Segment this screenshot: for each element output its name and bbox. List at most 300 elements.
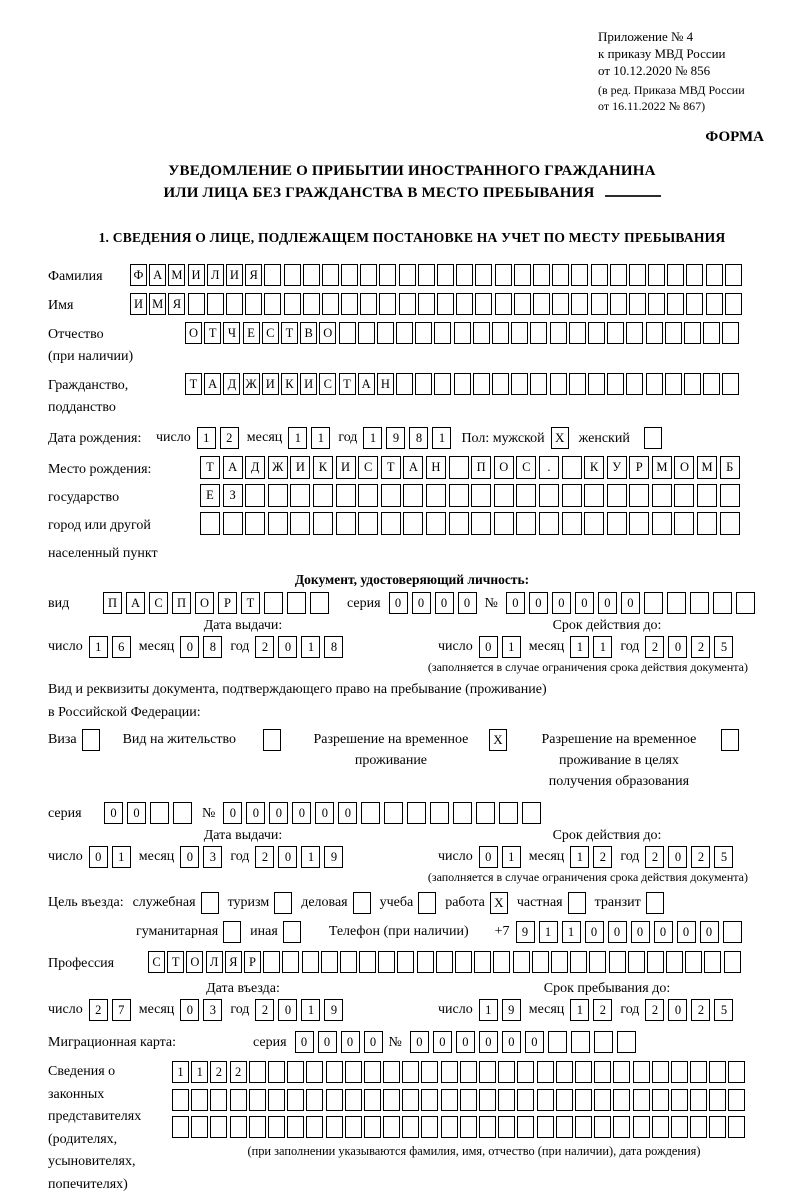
char-cell[interactable]: М (652, 456, 672, 479)
char-cell[interactable]: О (195, 592, 214, 614)
char-cell[interactable]: 1 (502, 636, 521, 658)
char-cell[interactable]: 0 (278, 999, 297, 1021)
char-cell[interactable] (268, 1089, 285, 1111)
char-cell[interactable] (610, 293, 627, 315)
char-cell[interactable]: 2 (593, 999, 612, 1021)
char-cell[interactable] (498, 1061, 515, 1083)
char-cell[interactable]: 2 (645, 846, 664, 868)
char-cell[interactable]: 0 (127, 802, 146, 824)
char-cell[interactable]: Ж (268, 456, 288, 479)
char-cell[interactable]: 0 (180, 636, 199, 658)
char-cell[interactable]: 0 (435, 592, 454, 614)
char-cell[interactable] (421, 1116, 438, 1138)
char-cell[interactable] (652, 1116, 669, 1138)
char-cell[interactable] (287, 1089, 304, 1111)
char-cell[interactable] (436, 951, 453, 973)
char-cell[interactable] (326, 1116, 343, 1138)
char-cell[interactable] (341, 264, 358, 286)
char-cell[interactable]: 9 (324, 999, 343, 1021)
char-cell[interactable] (379, 293, 396, 315)
char-cell[interactable] (613, 1116, 630, 1138)
char-cell[interactable] (454, 322, 471, 344)
char-cell[interactable] (306, 1089, 323, 1111)
char-cell[interactable] (456, 293, 473, 315)
char-cell[interactable]: 0 (295, 1031, 314, 1053)
char-cell[interactable] (310, 592, 329, 614)
char-cell[interactable] (648, 264, 665, 286)
char-cell[interactable] (449, 456, 469, 479)
char-cell[interactable] (345, 1061, 362, 1083)
char-cell[interactable] (532, 951, 549, 973)
char-cell[interactable]: 0 (668, 846, 687, 868)
char-cell[interactable]: 0 (479, 636, 498, 658)
temp-residence-edu-checkbox[interactable] (721, 729, 739, 751)
char-cell[interactable] (728, 1089, 745, 1111)
char-cell[interactable] (384, 802, 403, 824)
char-cell[interactable] (421, 1089, 438, 1111)
char-cell[interactable]: 0 (458, 592, 477, 614)
char-cell[interactable] (245, 484, 265, 507)
char-cell[interactable] (399, 264, 416, 286)
char-cell[interactable] (569, 373, 586, 395)
char-cell[interactable] (150, 802, 169, 824)
char-cell[interactable] (609, 951, 626, 973)
char-cell[interactable] (479, 1089, 496, 1111)
char-cell[interactable] (361, 802, 380, 824)
char-cell[interactable] (607, 322, 624, 344)
char-cell[interactable] (473, 322, 490, 344)
char-cell[interactable]: 0 (338, 802, 357, 824)
char-cell[interactable] (690, 1116, 707, 1138)
char-cell[interactable]: Т (381, 456, 401, 479)
char-cell[interactable] (263, 951, 280, 973)
char-cell[interactable]: 0 (456, 1031, 475, 1053)
char-cell[interactable]: 9 (324, 846, 343, 868)
char-cell[interactable] (249, 1061, 266, 1083)
char-cell[interactable] (476, 802, 495, 824)
char-cell[interactable] (383, 1061, 400, 1083)
char-cell[interactable] (517, 1061, 534, 1083)
char-cell[interactable]: 0 (89, 846, 108, 868)
char-cell[interactable] (402, 1089, 419, 1111)
purpose-study-checkbox[interactable] (418, 892, 436, 914)
char-cell[interactable] (728, 1061, 745, 1083)
visa-checkbox[interactable] (82, 729, 100, 751)
char-cell[interactable] (339, 322, 356, 344)
char-cell[interactable] (378, 951, 395, 973)
char-cell[interactable] (644, 592, 663, 614)
char-cell[interactable] (287, 1061, 304, 1083)
char-cell[interactable] (471, 512, 491, 535)
char-cell[interactable] (647, 951, 664, 973)
char-cell[interactable]: 0 (585, 921, 604, 943)
char-cell[interactable] (723, 921, 742, 943)
char-cell[interactable] (584, 512, 604, 535)
char-cell[interactable] (629, 484, 649, 507)
char-cell[interactable]: 1 (570, 846, 589, 868)
char-cell[interactable] (360, 293, 377, 315)
char-cell[interactable]: 9 (502, 999, 521, 1021)
char-cell[interactable]: 0 (433, 1031, 452, 1053)
char-cell[interactable] (706, 293, 723, 315)
char-cell[interactable]: Д (223, 373, 240, 395)
char-cell[interactable] (437, 264, 454, 286)
char-cell[interactable] (594, 1089, 611, 1111)
char-cell[interactable]: П (103, 592, 122, 614)
char-cell[interactable] (455, 951, 472, 973)
char-cell[interactable] (571, 1031, 590, 1053)
char-cell[interactable] (418, 264, 435, 286)
char-cell[interactable]: 0 (104, 802, 123, 824)
char-cell[interactable] (210, 1089, 227, 1111)
char-cell[interactable]: 0 (479, 1031, 498, 1053)
char-cell[interactable] (591, 264, 608, 286)
char-cell[interactable] (191, 1116, 208, 1138)
char-cell[interactable]: 2 (691, 846, 710, 868)
char-cell[interactable] (268, 512, 288, 535)
char-cell[interactable] (594, 1116, 611, 1138)
char-cell[interactable]: 1 (311, 427, 330, 449)
char-cell[interactable]: А (204, 373, 221, 395)
char-cell[interactable]: 2 (645, 636, 664, 658)
female-checkbox[interactable] (644, 427, 662, 449)
char-cell[interactable] (548, 1031, 567, 1053)
char-cell[interactable]: И (290, 456, 310, 479)
char-cell[interactable]: С (358, 456, 378, 479)
char-cell[interactable]: 2 (645, 999, 664, 1021)
char-cell[interactable] (245, 512, 265, 535)
char-cell[interactable]: Р (244, 951, 261, 973)
char-cell[interactable] (495, 264, 512, 286)
char-cell[interactable]: Л (206, 951, 223, 973)
char-cell[interactable]: Т (200, 456, 220, 479)
char-cell[interactable]: Т (339, 373, 356, 395)
char-cell[interactable] (684, 322, 701, 344)
char-cell[interactable] (628, 951, 645, 973)
char-cell[interactable] (607, 373, 624, 395)
char-cell[interactable]: 2 (593, 846, 612, 868)
char-cell[interactable]: И (336, 456, 356, 479)
char-cell[interactable]: 0 (621, 592, 640, 614)
char-cell[interactable] (287, 592, 306, 614)
char-cell[interactable] (441, 1061, 458, 1083)
char-cell[interactable] (652, 512, 672, 535)
char-cell[interactable] (516, 484, 536, 507)
char-cell[interactable] (499, 802, 518, 824)
char-cell[interactable]: У (607, 456, 627, 479)
char-cell[interactable]: А (126, 592, 145, 614)
char-cell[interactable]: 0 (269, 802, 288, 824)
char-cell[interactable] (418, 293, 435, 315)
char-cell[interactable] (226, 293, 243, 315)
char-cell[interactable] (511, 322, 528, 344)
char-cell[interactable] (377, 322, 394, 344)
char-cell[interactable] (358, 512, 378, 535)
char-cell[interactable] (575, 1061, 592, 1083)
char-cell[interactable]: А (149, 264, 166, 286)
char-cell[interactable]: 0 (389, 592, 408, 614)
char-cell[interactable] (493, 951, 510, 973)
char-cell[interactable] (321, 951, 338, 973)
char-cell[interactable] (539, 484, 559, 507)
char-cell[interactable] (479, 1061, 496, 1083)
char-cell[interactable]: И (226, 264, 243, 286)
char-cell[interactable]: И (188, 264, 205, 286)
char-cell[interactable]: 2 (255, 846, 274, 868)
char-cell[interactable] (652, 1089, 669, 1111)
char-cell[interactable]: 2 (691, 636, 710, 658)
char-cell[interactable] (706, 264, 723, 286)
char-cell[interactable]: И (300, 373, 317, 395)
char-cell[interactable]: 8 (324, 636, 343, 658)
char-cell[interactable] (522, 802, 541, 824)
char-cell[interactable] (671, 1116, 688, 1138)
char-cell[interactable]: 1 (288, 427, 307, 449)
char-cell[interactable]: С (319, 373, 336, 395)
char-cell[interactable]: 1 (432, 427, 451, 449)
char-cell[interactable]: 0 (502, 1031, 521, 1053)
char-cell[interactable] (383, 1089, 400, 1111)
char-cell[interactable] (264, 264, 281, 286)
char-cell[interactable] (671, 1089, 688, 1111)
char-cell[interactable] (629, 512, 649, 535)
char-cell[interactable] (562, 512, 582, 535)
char-cell[interactable] (322, 264, 339, 286)
char-cell[interactable]: 0 (677, 921, 696, 943)
residence-permit-checkbox[interactable] (263, 729, 281, 751)
char-cell[interactable] (403, 512, 423, 535)
char-cell[interactable]: 2 (691, 999, 710, 1021)
char-cell[interactable] (709, 1061, 726, 1083)
char-cell[interactable] (364, 1061, 381, 1083)
char-cell[interactable]: 2 (210, 1061, 227, 1083)
char-cell[interactable]: 0 (278, 846, 297, 868)
char-cell[interactable] (268, 484, 288, 507)
char-cell[interactable] (495, 293, 512, 315)
char-cell[interactable] (720, 484, 740, 507)
char-cell[interactable] (290, 512, 310, 535)
char-cell[interactable] (552, 293, 569, 315)
char-cell[interactable] (594, 1061, 611, 1083)
char-cell[interactable] (402, 1061, 419, 1083)
char-cell[interactable] (725, 293, 742, 315)
char-cell[interactable] (513, 951, 530, 973)
char-cell[interactable] (426, 512, 446, 535)
char-cell[interactable]: Р (629, 456, 649, 479)
char-cell[interactable]: 0 (315, 802, 334, 824)
char-cell[interactable]: П (172, 592, 191, 614)
purpose-business-checkbox[interactable] (353, 892, 371, 914)
char-cell[interactable] (556, 1116, 573, 1138)
char-cell[interactable] (358, 484, 378, 507)
purpose-other-checkbox[interactable] (283, 921, 301, 943)
char-cell[interactable] (460, 1116, 477, 1138)
char-cell[interactable]: 0 (598, 592, 617, 614)
char-cell[interactable] (633, 1116, 650, 1138)
char-cell[interactable] (303, 293, 320, 315)
char-cell[interactable] (460, 1061, 477, 1083)
char-cell[interactable] (474, 951, 491, 973)
char-cell[interactable] (326, 1089, 343, 1111)
char-cell[interactable]: 0 (278, 636, 297, 658)
char-cell[interactable] (383, 1116, 400, 1138)
char-cell[interactable]: 0 (506, 592, 525, 614)
char-cell[interactable] (284, 293, 301, 315)
purpose-private-checkbox[interactable] (568, 892, 586, 914)
char-cell[interactable]: 2 (89, 999, 108, 1021)
purpose-humanitarian-checkbox[interactable] (223, 921, 241, 943)
char-cell[interactable]: Ч (223, 322, 240, 344)
char-cell[interactable]: 1 (502, 846, 521, 868)
char-cell[interactable] (722, 373, 739, 395)
char-cell[interactable] (575, 1116, 592, 1138)
char-cell[interactable]: К (584, 456, 604, 479)
char-cell[interactable]: 0 (412, 592, 431, 614)
char-cell[interactable] (359, 951, 376, 973)
char-cell[interactable]: 0 (575, 592, 594, 614)
char-cell[interactable]: 1 (89, 636, 108, 658)
char-cell[interactable] (633, 1061, 650, 1083)
char-cell[interactable] (191, 1089, 208, 1111)
char-cell[interactable] (282, 951, 299, 973)
char-cell[interactable]: 2 (220, 427, 239, 449)
char-cell[interactable]: 1 (191, 1061, 208, 1083)
char-cell[interactable] (471, 484, 491, 507)
char-cell[interactable] (562, 484, 582, 507)
char-cell[interactable]: 5 (714, 999, 733, 1021)
char-cell[interactable] (245, 293, 262, 315)
char-cell[interactable]: 1 (562, 921, 581, 943)
char-cell[interactable]: Ж (243, 373, 260, 395)
char-cell[interactable] (665, 373, 682, 395)
char-cell[interactable]: Р (218, 592, 237, 614)
char-cell[interactable]: Н (377, 373, 394, 395)
char-cell[interactable] (613, 1089, 630, 1111)
char-cell[interactable] (720, 512, 740, 535)
char-cell[interactable] (725, 264, 742, 286)
char-cell[interactable] (230, 1089, 247, 1111)
char-cell[interactable]: 9 (386, 427, 405, 449)
char-cell[interactable] (704, 951, 721, 973)
char-cell[interactable]: В (300, 322, 317, 344)
char-cell[interactable] (284, 264, 301, 286)
char-cell[interactable]: М (697, 456, 717, 479)
char-cell[interactable]: 0 (608, 921, 627, 943)
char-cell[interactable] (415, 322, 432, 344)
char-cell[interactable] (629, 264, 646, 286)
char-cell[interactable]: 1 (301, 999, 320, 1021)
char-cell[interactable]: М (149, 293, 166, 315)
char-cell[interactable] (402, 1116, 419, 1138)
char-cell[interactable] (569, 322, 586, 344)
char-cell[interactable] (666, 951, 683, 973)
char-cell[interactable] (494, 484, 514, 507)
char-cell[interactable] (396, 373, 413, 395)
char-cell[interactable]: 0 (180, 999, 199, 1021)
char-cell[interactable] (550, 373, 567, 395)
char-cell[interactable] (449, 512, 469, 535)
char-cell[interactable]: Д (245, 456, 265, 479)
char-cell[interactable] (306, 1116, 323, 1138)
char-cell[interactable]: 0 (552, 592, 571, 614)
char-cell[interactable]: 0 (631, 921, 650, 943)
char-cell[interactable]: Т (204, 322, 221, 344)
char-cell[interactable]: 1 (172, 1061, 189, 1083)
char-cell[interactable] (415, 373, 432, 395)
char-cell[interactable] (434, 322, 451, 344)
char-cell[interactable] (724, 951, 741, 973)
char-cell[interactable]: 0 (246, 802, 265, 824)
char-cell[interactable]: 0 (529, 592, 548, 614)
char-cell[interactable] (690, 1089, 707, 1111)
char-cell[interactable]: А (358, 373, 375, 395)
char-cell[interactable]: З (223, 484, 243, 507)
char-cell[interactable]: 1 (593, 636, 612, 658)
char-cell[interactable] (381, 512, 401, 535)
char-cell[interactable] (584, 484, 604, 507)
char-cell[interactable]: 0 (180, 846, 199, 868)
char-cell[interactable]: 5 (714, 846, 733, 868)
char-cell[interactable]: С (262, 322, 279, 344)
char-cell[interactable] (551, 951, 568, 973)
char-cell[interactable] (613, 1061, 630, 1083)
char-cell[interactable] (303, 264, 320, 286)
char-cell[interactable] (713, 592, 732, 614)
char-cell[interactable] (530, 322, 547, 344)
char-cell[interactable]: Т (241, 592, 260, 614)
char-cell[interactable] (685, 951, 702, 973)
char-cell[interactable] (364, 1116, 381, 1138)
char-cell[interactable]: 1 (301, 846, 320, 868)
char-cell[interactable]: О (674, 456, 694, 479)
char-cell[interactable] (686, 293, 703, 315)
char-cell[interactable]: 0 (668, 999, 687, 1021)
char-cell[interactable] (626, 373, 643, 395)
char-cell[interactable]: М (168, 264, 185, 286)
char-cell[interactable] (686, 264, 703, 286)
char-cell[interactable] (210, 1116, 227, 1138)
char-cell[interactable]: . (539, 456, 559, 479)
char-cell[interactable] (230, 1116, 247, 1138)
char-cell[interactable] (290, 484, 310, 507)
purpose-work-checkbox[interactable]: X (490, 892, 508, 914)
char-cell[interactable] (594, 1031, 613, 1053)
char-cell[interactable] (690, 592, 709, 614)
char-cell[interactable] (326, 1061, 343, 1083)
char-cell[interactable]: 1 (570, 636, 589, 658)
char-cell[interactable]: С (516, 456, 536, 479)
char-cell[interactable]: 0 (700, 921, 719, 943)
char-cell[interactable]: 0 (223, 802, 242, 824)
char-cell[interactable]: 7 (112, 999, 131, 1021)
char-cell[interactable] (517, 1089, 534, 1111)
char-cell[interactable] (340, 951, 357, 973)
char-cell[interactable] (537, 1089, 554, 1111)
char-cell[interactable]: 0 (479, 846, 498, 868)
char-cell[interactable] (652, 484, 672, 507)
char-cell[interactable] (479, 1116, 496, 1138)
char-cell[interactable] (313, 512, 333, 535)
char-cell[interactable] (498, 1116, 515, 1138)
char-cell[interactable] (690, 1061, 707, 1083)
char-cell[interactable] (516, 512, 536, 535)
char-cell[interactable] (556, 1061, 573, 1083)
char-cell[interactable] (268, 1061, 285, 1083)
char-cell[interactable] (492, 373, 509, 395)
char-cell[interactable]: И (262, 373, 279, 395)
char-cell[interactable] (341, 293, 358, 315)
char-cell[interactable] (556, 1089, 573, 1111)
